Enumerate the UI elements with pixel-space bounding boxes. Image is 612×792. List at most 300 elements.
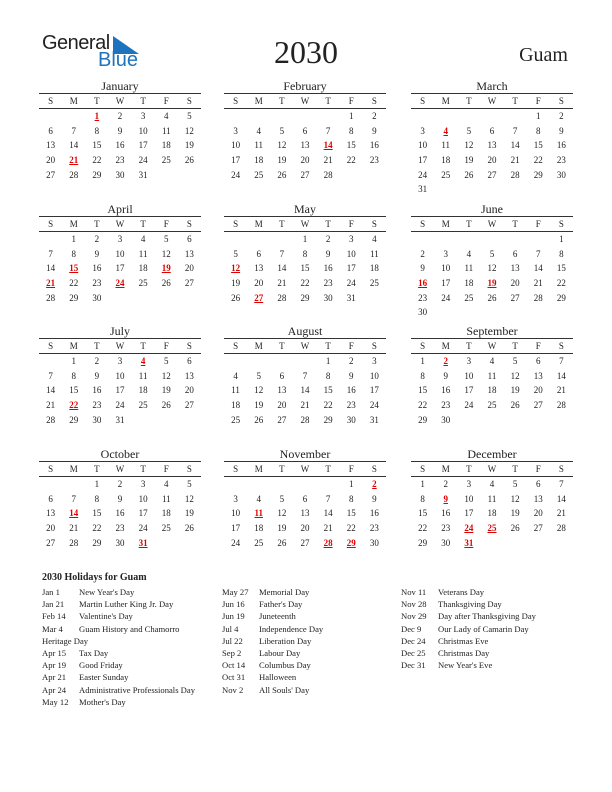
holiday-day-cell: 16 <box>418 278 428 289</box>
empty-cell <box>527 182 550 197</box>
day-cell: 11 <box>161 493 171 504</box>
day-cell: 23 <box>92 400 102 411</box>
day-cell: 7 <box>325 125 331 136</box>
day-cell: 13 <box>487 140 497 151</box>
day-cell: 14 <box>300 385 310 396</box>
day-cell: 2 <box>94 356 100 366</box>
holiday-day-cell: 27 <box>254 292 264 303</box>
day-cell: 8 <box>349 493 354 504</box>
day-cell: 11 <box>441 140 451 151</box>
holiday-date: Dec 9 <box>401 623 422 634</box>
holiday-name: Christmas Day <box>438 647 490 658</box>
day-cell: 1 <box>349 111 354 121</box>
day-cell: 13 <box>300 508 310 519</box>
holiday-date: Heritage Day <box>42 635 89 646</box>
day-cell: 10 <box>418 140 428 151</box>
day-cell: 11 <box>138 370 148 381</box>
weekday-label: S <box>420 219 426 229</box>
weekday-label: T <box>512 219 518 229</box>
day-cell: 19 <box>184 140 194 151</box>
day-cell: 8 <box>94 493 100 504</box>
day-cell: 22 <box>92 523 102 534</box>
day-cell: 28 <box>46 414 56 425</box>
day-cell: 2 <box>94 234 100 244</box>
weekday-label: T <box>466 219 472 229</box>
month-december <box>411 447 573 550</box>
day-cell: 13 <box>533 493 543 504</box>
day-cell: 5 <box>164 234 169 244</box>
weekday-label: F <box>535 219 541 229</box>
weekday-label: T <box>94 96 100 106</box>
day-cell: 12 <box>277 140 287 151</box>
day-cell: 3 <box>372 356 377 366</box>
weekday-label: T <box>94 341 100 351</box>
day-cell: 20 <box>46 523 56 534</box>
day-cell: 6 <box>256 248 261 259</box>
week-row <box>39 276 201 291</box>
day-cell: 13 <box>184 370 194 381</box>
empty-cell <box>62 109 85 124</box>
day-cell: 11 <box>138 248 148 259</box>
day-cell: 19 <box>510 508 520 519</box>
week-row <box>411 477 573 492</box>
empty-cell <box>224 354 247 369</box>
holiday-date: Nov 2 <box>222 684 244 695</box>
holiday-date: Nov 11 <box>401 587 427 597</box>
weekday-label: S <box>371 96 377 106</box>
day-cell: 26 <box>161 278 171 289</box>
day-cell: 4 <box>466 248 472 259</box>
empty-cell <box>39 354 62 369</box>
week-row <box>39 168 201 183</box>
day-cell: 19 <box>510 385 520 396</box>
week-row <box>411 261 573 276</box>
month-april <box>39 202 201 305</box>
week-row <box>411 276 573 291</box>
month-october <box>39 447 201 550</box>
day-cell: 17 <box>464 385 474 396</box>
week-row <box>411 536 573 551</box>
day-cell: 8 <box>325 370 331 381</box>
week-row <box>411 383 573 398</box>
empty-cell <box>108 291 131 306</box>
day-cell: 17 <box>464 508 474 519</box>
day-cell: 15 <box>69 385 79 396</box>
weekday-label: S <box>558 219 564 229</box>
weekday-label: W <box>300 464 310 474</box>
holiday-day-cell: 4 <box>140 356 146 366</box>
day-cell: 1 <box>536 111 541 121</box>
day-cell: 6 <box>279 370 285 381</box>
holiday-name: Juneteenth <box>259 611 296 622</box>
day-cell: 25 <box>138 278 148 289</box>
day-cell: 4 <box>372 234 377 244</box>
day-cell: 25 <box>254 169 264 180</box>
holiday-item <box>42 647 222 659</box>
day-cell: 17 <box>346 263 356 274</box>
day-cell: 27 <box>277 414 287 425</box>
day-cell: 19 <box>277 155 287 166</box>
day-cell: 11 <box>161 125 171 136</box>
day-cell: 20 <box>533 508 543 519</box>
day-cell: 19 <box>464 155 474 166</box>
weekday-label: T <box>512 96 518 106</box>
month-title: July <box>39 324 201 339</box>
holiday-item <box>401 647 581 659</box>
holiday-name: Guam History and Chamorro <box>79 623 180 634</box>
weekday-header <box>224 462 386 477</box>
empty-cell <box>270 109 293 124</box>
day-cell: 26 <box>277 537 287 548</box>
empty-cell <box>457 182 480 197</box>
day-cell: 10 <box>115 370 125 381</box>
day-cell: 16 <box>369 140 379 151</box>
empty-cell <box>155 536 178 551</box>
week-row <box>39 138 201 153</box>
holiday-column <box>401 586 581 671</box>
day-cell: 23 <box>92 278 102 289</box>
week-row <box>411 124 573 139</box>
holiday-item <box>401 610 581 622</box>
day-cell: 9 <box>349 370 354 381</box>
week-row <box>224 413 386 428</box>
month-title: June <box>411 202 573 217</box>
day-cell: 1 <box>349 479 354 489</box>
weekday-label: M <box>441 464 450 474</box>
holiday-item <box>401 623 581 635</box>
day-cell: 12 <box>254 385 264 396</box>
weekday-label: S <box>186 219 192 229</box>
holiday-item <box>222 623 402 635</box>
month-title: February <box>224 79 386 94</box>
holiday-day-cell: 11 <box>254 508 263 519</box>
holiday-name: Mother's Day <box>79 696 126 707</box>
weekday-label: S <box>558 341 564 351</box>
day-cell: 21 <box>556 508 566 519</box>
weekday-label: W <box>300 96 310 106</box>
week-row <box>224 536 386 551</box>
day-cell: 18 <box>161 508 171 519</box>
empty-cell <box>224 232 247 247</box>
day-cell: 6 <box>512 248 518 259</box>
holiday-name: Christmas Eve <box>438 635 489 646</box>
day-cell: 5 <box>279 493 285 504</box>
day-cell: 21 <box>510 155 520 166</box>
day-cell: 21 <box>46 400 56 411</box>
day-cell: 27 <box>46 537 56 548</box>
weekday-label: T <box>140 341 146 351</box>
day-cell: 14 <box>46 263 56 274</box>
holiday-date: Apr 21 <box>42 672 67 683</box>
day-cell: 26 <box>161 400 171 411</box>
empty-cell <box>155 168 178 183</box>
day-cell: 3 <box>140 111 146 121</box>
day-cell: 16 <box>323 263 333 274</box>
day-cell: 2 <box>117 479 123 489</box>
holiday-day-cell: 28 <box>323 537 333 548</box>
week-row <box>39 492 201 507</box>
day-cell: 27 <box>46 169 56 180</box>
empty-cell <box>293 477 316 492</box>
holiday-name: New Year's Day <box>79 587 135 597</box>
month-february <box>224 79 386 182</box>
day-cell: 28 <box>556 400 566 411</box>
weekday-label: W <box>487 464 497 474</box>
day-cell: 10 <box>115 248 125 259</box>
week-row <box>224 398 386 413</box>
day-cell: 27 <box>184 278 194 289</box>
day-cell: 9 <box>325 248 331 259</box>
day-cell: 6 <box>187 234 192 244</box>
weekday-label: M <box>254 219 263 229</box>
weekday-label: S <box>233 341 239 351</box>
day-cell: 18 <box>161 140 171 151</box>
day-cell: 5 <box>489 248 495 259</box>
day-cell: 27 <box>510 292 520 303</box>
empty-cell <box>247 354 270 369</box>
day-cell: 5 <box>279 125 285 136</box>
day-cell: 16 <box>346 385 356 396</box>
day-cell: 30 <box>92 414 102 425</box>
week-row <box>39 536 201 551</box>
day-cell: 30 <box>115 537 125 548</box>
day-cell: 29 <box>418 414 428 425</box>
day-cell: 7 <box>325 493 331 504</box>
week-row <box>411 354 573 369</box>
week-row <box>411 109 573 124</box>
month-title: November <box>224 447 386 462</box>
day-cell: 22 <box>533 155 543 166</box>
day-cell: 25 <box>231 414 241 425</box>
weekday-header <box>224 217 386 232</box>
weekday-label: W <box>115 219 125 229</box>
empty-cell <box>527 413 550 428</box>
day-cell: 1 <box>325 356 331 366</box>
day-cell: 4 <box>164 479 169 489</box>
day-cell: 12 <box>510 493 520 504</box>
day-cell: 24 <box>231 537 241 548</box>
day-cell: 3 <box>420 125 425 136</box>
day-cell: 1 <box>420 356 425 366</box>
day-cell: 26 <box>277 169 287 180</box>
weekday-label: T <box>94 219 100 229</box>
weekday-label: F <box>535 464 541 474</box>
day-cell: 9 <box>94 248 100 259</box>
day-cell: 1 <box>94 479 100 489</box>
day-cell: 6 <box>302 493 308 504</box>
day-cell: 20 <box>487 155 497 166</box>
weekday-label: S <box>186 341 192 351</box>
weekday-label: S <box>233 96 239 106</box>
empty-cell <box>480 182 503 197</box>
day-cell: 23 <box>369 155 379 166</box>
day-cell: 15 <box>556 263 566 274</box>
holiday-date: Dec 24 <box>401 635 426 646</box>
day-cell: 17 <box>231 523 241 534</box>
weekday-label: T <box>140 464 146 474</box>
holiday-day-cell: 14 <box>69 508 79 519</box>
day-cell: 14 <box>556 370 566 381</box>
day-cell: 3 <box>117 234 123 244</box>
month-title: January <box>39 79 201 94</box>
day-cell: 2 <box>117 111 123 121</box>
weekday-label: T <box>94 464 100 474</box>
empty-cell <box>480 232 503 247</box>
country-title: Guam <box>519 44 568 66</box>
day-cell: 2 <box>372 111 377 121</box>
day-cell: 17 <box>115 385 125 396</box>
weekday-label: T <box>466 341 472 351</box>
empty-cell <box>270 477 293 492</box>
day-cell: 21 <box>533 278 543 289</box>
holiday-day-cell: 19 <box>487 278 497 289</box>
empty-cell <box>434 232 457 247</box>
weekday-label: W <box>487 96 497 106</box>
holiday-date: Oct 31 <box>222 672 246 683</box>
holiday-item <box>42 659 222 671</box>
day-cell: 11 <box>487 493 497 504</box>
day-cell: 9 <box>420 263 425 274</box>
day-cell: 25 <box>487 400 497 411</box>
day-cell: 3 <box>117 356 123 366</box>
day-cell: 1 <box>302 234 308 244</box>
weekday-label: F <box>348 96 354 106</box>
empty-cell <box>340 168 363 183</box>
weekday-label: S <box>48 464 54 474</box>
day-cell: 17 <box>441 278 451 289</box>
holiday-item <box>222 610 402 622</box>
empty-cell <box>457 413 480 428</box>
day-cell: 13 <box>510 263 520 274</box>
day-cell: 18 <box>487 508 497 519</box>
day-cell: 10 <box>138 493 148 504</box>
day-cell: 28 <box>300 414 310 425</box>
day-cell: 8 <box>349 125 354 136</box>
month-title: December <box>411 447 573 462</box>
weekday-label: W <box>115 464 125 474</box>
holiday-name: Administrative Professionals Day <box>79 684 195 695</box>
holiday-day-cell: 24 <box>115 278 125 289</box>
holiday-date: Dec 25 <box>401 647 426 658</box>
holiday-name: Veterans Day <box>438 587 485 597</box>
day-cell: 24 <box>418 169 428 180</box>
month-title: March <box>411 79 573 94</box>
day-cell: 22 <box>418 400 428 411</box>
day-cell: 21 <box>277 278 287 289</box>
empty-cell <box>178 291 201 306</box>
day-cell: 24 <box>369 400 379 411</box>
day-cell: 16 <box>441 508 451 519</box>
weekday-label: T <box>279 341 285 351</box>
empty-cell <box>270 354 293 369</box>
day-cell: 24 <box>231 169 241 180</box>
day-cell: 10 <box>441 263 451 274</box>
holiday-name: Memorial Day <box>259 587 310 597</box>
day-cell: 27 <box>184 400 194 411</box>
day-cell: 5 <box>187 111 192 121</box>
day-cell: 31 <box>346 292 356 303</box>
holiday-date: Jun 19 <box>222 611 245 622</box>
weekday-label: S <box>558 96 564 106</box>
day-cell: 17 <box>418 155 428 166</box>
day-cell: 30 <box>323 292 333 303</box>
day-cell: 19 <box>161 385 171 396</box>
day-cell: 23 <box>369 523 379 534</box>
week-row <box>39 109 201 124</box>
day-cell: 2 <box>325 234 331 244</box>
weekday-label: S <box>420 341 426 351</box>
day-cell: 29 <box>69 414 79 425</box>
weekday-label: F <box>348 341 354 351</box>
holiday-item <box>42 696 222 708</box>
holiday-day-cell: 21 <box>46 278 56 289</box>
day-cell: 9 <box>559 125 564 136</box>
day-cell: 21 <box>323 155 333 166</box>
weekday-label: S <box>371 464 377 474</box>
weekday-label: M <box>254 464 263 474</box>
day-cell: 22 <box>323 400 333 411</box>
weekday-label: W <box>487 219 497 229</box>
day-cell: 29 <box>418 537 428 548</box>
day-cell: 18 <box>138 385 148 396</box>
empty-cell <box>504 536 527 551</box>
day-cell: 9 <box>94 370 100 381</box>
holiday-day-cell: 12 <box>231 263 241 274</box>
day-cell: 26 <box>510 400 520 411</box>
day-cell: 25 <box>138 400 148 411</box>
day-cell: 20 <box>300 155 310 166</box>
empty-cell <box>178 536 201 551</box>
day-cell: 4 <box>256 493 261 504</box>
weekday-label: M <box>69 341 78 351</box>
weekday-label: M <box>69 96 78 106</box>
week-row <box>411 168 573 183</box>
day-cell: 14 <box>510 140 520 151</box>
holiday-name: Columbus Day <box>259 660 311 671</box>
weekday-label: S <box>420 96 426 106</box>
weekday-header <box>411 339 573 354</box>
day-cell: 14 <box>277 263 287 274</box>
week-row <box>224 124 386 139</box>
holiday-day-cell: 24 <box>464 523 474 534</box>
day-cell: 6 <box>48 493 53 504</box>
day-cell: 5 <box>512 479 518 489</box>
holiday-name: New Year's Eve <box>438 660 493 671</box>
day-cell: 14 <box>533 263 543 274</box>
day-cell: 23 <box>346 400 356 411</box>
empty-cell <box>527 305 550 320</box>
holiday-day-cell: 31 <box>464 537 474 548</box>
day-cell: 20 <box>277 400 287 411</box>
holiday-day-cell: 9 <box>443 493 448 504</box>
day-cell: 29 <box>92 169 102 180</box>
holiday-item <box>42 671 222 683</box>
day-cell: 4 <box>489 356 495 366</box>
holiday-date: Jan 1 <box>42 587 60 597</box>
month-november <box>224 447 386 550</box>
holiday-item <box>222 586 402 598</box>
week-row <box>411 138 573 153</box>
holiday-name: Labour Day <box>259 647 301 658</box>
empty-cell <box>550 305 573 320</box>
weekday-label: T <box>512 341 518 351</box>
day-cell: 29 <box>323 414 333 425</box>
day-cell: 20 <box>533 385 543 396</box>
day-cell: 9 <box>117 125 123 136</box>
empty-cell <box>132 291 155 306</box>
day-cell: 18 <box>254 523 264 534</box>
week-row <box>224 261 386 276</box>
